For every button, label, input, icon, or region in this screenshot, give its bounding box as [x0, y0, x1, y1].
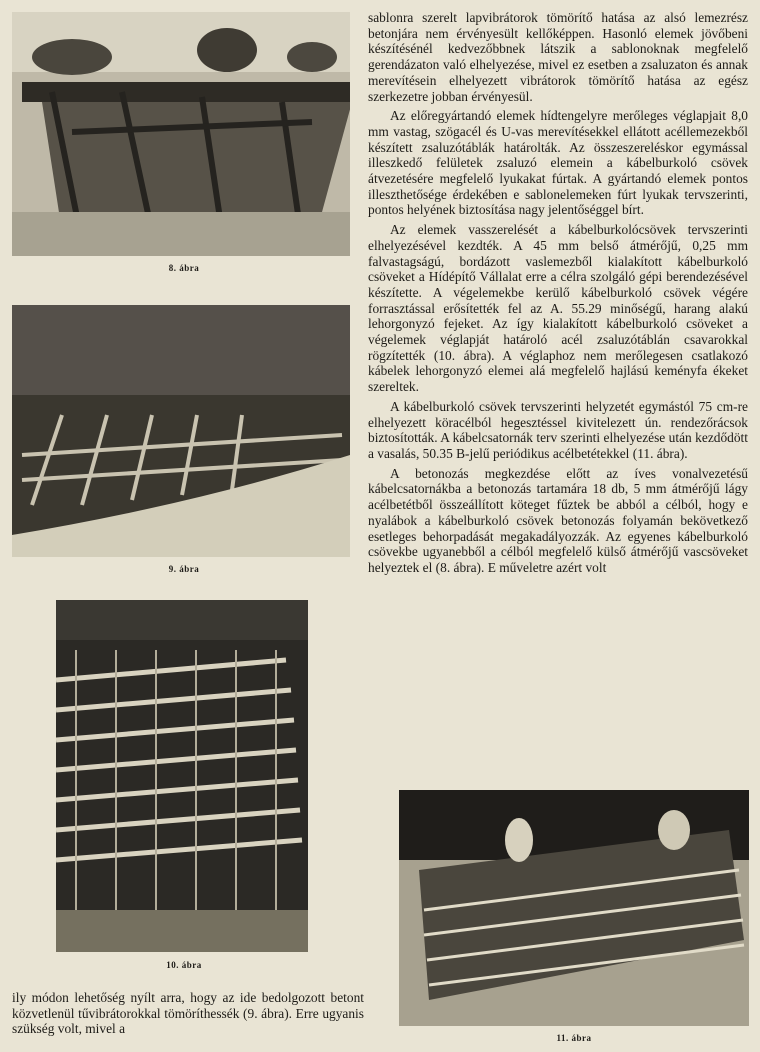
figure-10-caption: 10. ábra	[166, 960, 202, 970]
paragraph: A betonozás megkezdése előtt az íves vonalvezetésű kábelcsatornákba a betonozás tartamára 18 db, 5 mm átmérőjű lágy acélbetétből összeállított köteget fűztek be abból a célból, hogy e nyalábok a kábelburkoló csövek betonozás folyamán bekövetkező esetleges behorpadását megakadályozzák. Az egyenes kábelburkoló csövekbe ugyanebből a célból megfelelő külső átmérőjű vascsöveket helyeztek el (8. ábra). E műveletre azért volt	[368, 465, 748, 575]
figure-11-caption: 11. ábra	[556, 1033, 592, 1043]
paragraph: Az elemek vasszerelését a kábelburkolócsövek tervszerinti elhelyezésével kezdték. A 45 mm belső átmérőjű, 0,25 mm falvastagságú, bordázott vaslemezből kialakított kábelburkoló csöveket a Hídépítő Vállalat erre a célra szolgáló gépi berendezésével készítette. A végelemekbe kerülő kábelburkoló csövek végére forrasztással erősítették fel az A. 55.29 minőségű, harang alakú lehorgonyzó fejeket. Az így kialakított kábelburkoló csöveket a végelemek véglapját határoló acél zsaluzótáblán csavarokkal rögzítették (10. ábra). A véglaphoz nem merőlegesen csatlakozó kábelek lehorgonyzó elemei alá megfelelő hajlású keményfa ékeket szereltek.	[368, 222, 748, 395]
figure-8-photo	[12, 12, 350, 256]
figure-10-photo	[56, 600, 308, 952]
paragraph: ily módon lehetőség nyílt arra, hogy az ide bedolgozott betont közvetlenül tűvibrátorokkal tömöríthessék (9. ábra). Erre ugyanis szükség volt, mivel a	[12, 990, 364, 1037]
right-column-text	[368, 10, 748, 576]
figure-8-caption: 8. ábra	[168, 263, 200, 273]
figure-9-photo	[12, 305, 350, 557]
paragraph: A kábelburkoló csövek tervszerinti helyzetét egymástól 75 cm-re elhelyezett köracélból hegesztéssel kivitelezett ún. rendezőrácsok biztosították. A kábelcsatornák terv szerinti elhelyezése után kezdődött a vasalás, 50.35 B-jelű periódikus acélbetétekkel (11. ábra).	[368, 398, 748, 461]
paragraph: Az előregyártandó elemek hídtengelyre merőleges véglapjait 8,0 mm vastag, szögacél és U-vas merevítésekkel ellátott acéllemezekből készített zsaluzótáblák határolták. Az összeszereléskor egymással illeszkedő felületek zsaluzó elemein a kábelburkoló csövek átvezetésére megfelelő lyukakat fúrtak. A gyártandó elemek pontos illeszthetősége érdekében e sablonelemeken fúrt lyukak tervszerinti, pontos helyének biztosítása nagy jelentőséggel bírt.	[368, 108, 748, 218]
figure-9-caption: 9. ábra	[168, 564, 200, 574]
paragraph: sablonra szerelt lapvibrátorok tömörítő hatása az alsó lemezrész betonjára nem érvényesült kellőképpen. Hasonló elemek jövőbeni készítésénél kedvezőbbnek látszik a sablonoknak megfelelő gerendázaton való elhelyezése, mivel ez esetben a zsaluzaton és annak merevítésein elhelyezett vibrátorok tömörítő hatása az egész szerkezetre jobban érvényesül.	[368, 10, 748, 104]
left-bottom-text	[12, 990, 364, 1037]
figure-11-photo	[399, 790, 749, 1026]
